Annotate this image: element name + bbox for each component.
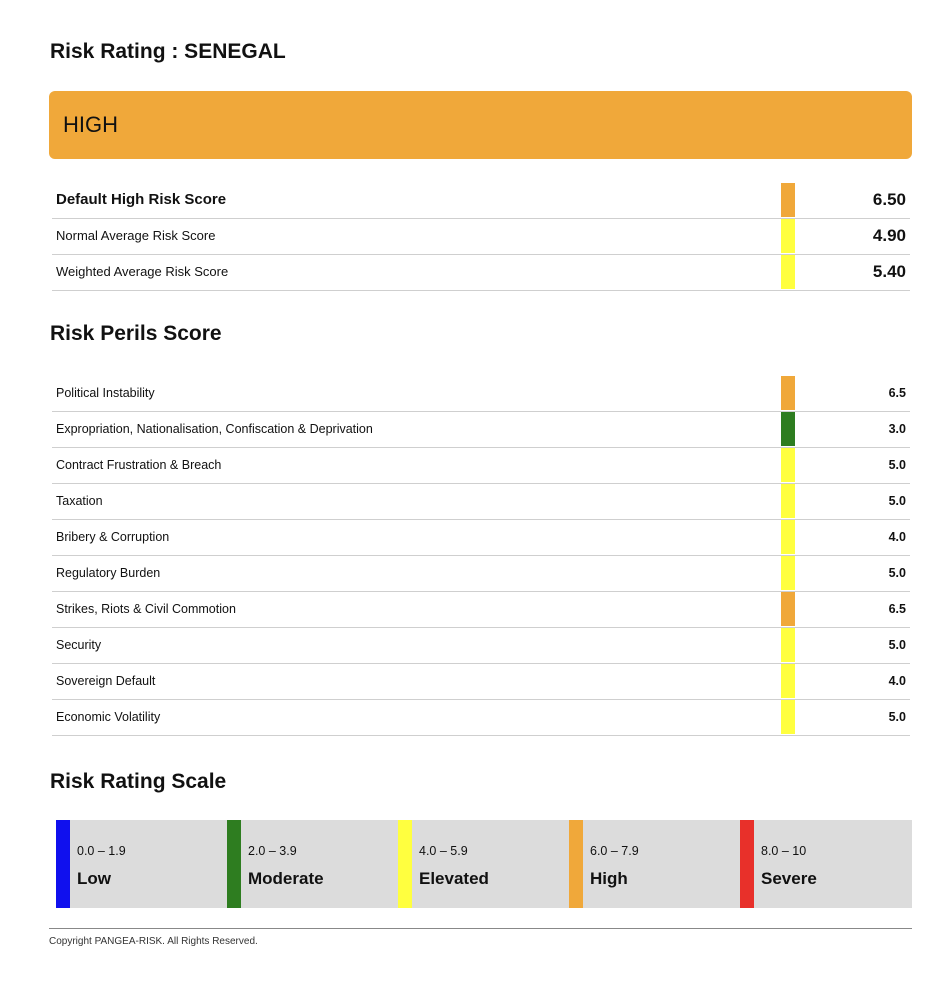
- peril-color-swatch: [781, 628, 795, 662]
- risk-level-banner: HIGH: [49, 91, 912, 159]
- page-title: Risk Rating : SENEGAL: [50, 40, 286, 63]
- peril-score: 4.0: [888, 530, 906, 544]
- peril-score: 5.0: [888, 458, 906, 472]
- score-row-normal-average: [52, 219, 910, 255]
- risk-rating-scale: [56, 820, 912, 908]
- peril-row: [52, 484, 910, 520]
- peril-row: [52, 376, 910, 412]
- peril-color-swatch: [781, 448, 795, 482]
- peril-score: 3.0: [888, 422, 906, 436]
- peril-score: 6.5: [888, 602, 906, 616]
- footer-divider: [49, 928, 912, 929]
- peril-label: Sovereign Default: [56, 674, 156, 688]
- peril-row: [52, 520, 910, 556]
- score-label: Normal Average Risk Score: [56, 228, 216, 243]
- peril-score: 5.0: [888, 710, 906, 724]
- scale-item-low: [56, 820, 227, 908]
- peril-label: Economic Volatility: [56, 710, 161, 724]
- peril-score: 5.0: [888, 566, 906, 580]
- scale-range: 2.0 – 3.9: [248, 844, 297, 858]
- peril-label: Strikes, Riots & Civil Commotion: [56, 602, 236, 616]
- peril-color-swatch: [781, 556, 795, 590]
- peril-label: Political Instability: [56, 386, 155, 400]
- scale-level: Elevated: [419, 869, 489, 888]
- peril-color-swatch: [781, 412, 795, 446]
- peril-row: [52, 628, 910, 664]
- perils-table: [52, 376, 910, 736]
- peril-row: [52, 448, 910, 484]
- peril-label: Taxation: [56, 494, 103, 508]
- score-value: 5.40: [872, 262, 906, 281]
- scale-color-bar: [398, 820, 412, 908]
- score-color-swatch: [781, 219, 795, 253]
- peril-row: [52, 664, 910, 700]
- peril-row: [52, 556, 910, 592]
- peril-color-swatch: [781, 700, 795, 734]
- scale-item-high: [569, 820, 740, 908]
- copyright-text: Copyright PANGEA-RISK. All Rights Reserved.: [49, 936, 258, 947]
- peril-color-swatch: [781, 376, 795, 410]
- peril-color-swatch: [781, 520, 795, 554]
- peril-row: [52, 700, 910, 736]
- score-color-swatch: [781, 255, 795, 289]
- score-row-default-high: [52, 183, 910, 219]
- scale-range: 6.0 – 7.9: [590, 844, 639, 858]
- peril-label: Regulatory Burden: [56, 566, 161, 580]
- score-label: Weighted Average Risk Score: [56, 264, 229, 279]
- peril-score: 5.0: [888, 638, 906, 652]
- scale-level: Low: [77, 869, 111, 888]
- score-color-swatch: [781, 183, 795, 217]
- peril-score: 6.5: [888, 386, 906, 400]
- peril-label: Security: [56, 638, 102, 652]
- peril-row: [52, 592, 910, 628]
- scale-color-bar: [569, 820, 583, 908]
- score-row-weighted-average: [52, 255, 910, 291]
- scale-item-severe: [740, 820, 911, 908]
- risk-score-table: [52, 183, 910, 291]
- peril-score: 5.0: [888, 494, 906, 508]
- scale-color-bar: [227, 820, 241, 908]
- scale-item-elevated: [398, 820, 569, 908]
- peril-label: Bribery & Corruption: [56, 530, 170, 544]
- peril-score: 4.0: [888, 674, 906, 688]
- peril-color-swatch: [781, 664, 795, 698]
- perils-heading: Risk Perils Score: [50, 322, 222, 345]
- score-value: 4.90: [872, 226, 906, 245]
- score-label: Default High Risk Score: [56, 191, 227, 208]
- scale-range: 0.0 – 1.9: [77, 844, 126, 858]
- peril-label: Contract Frustration & Breach: [56, 458, 222, 472]
- scale-range: 8.0 – 10: [761, 844, 807, 858]
- scale-heading: Risk Rating Scale: [50, 770, 227, 793]
- scale-level: Severe: [761, 869, 817, 888]
- score-value: 6.50: [872, 190, 906, 209]
- scale-level: High: [590, 869, 628, 888]
- peril-color-swatch: [781, 484, 795, 518]
- peril-row: [52, 412, 910, 448]
- peril-color-swatch: [781, 592, 795, 626]
- scale-level: Moderate: [248, 869, 324, 888]
- scale-color-bar: [740, 820, 754, 908]
- scale-item-moderate: [227, 820, 398, 908]
- peril-label: Expropriation, Nationalisation, Confiscation & Deprivation: [56, 422, 373, 436]
- scale-color-bar: [56, 820, 70, 908]
- scale-range: 4.0 – 5.9: [419, 844, 468, 858]
